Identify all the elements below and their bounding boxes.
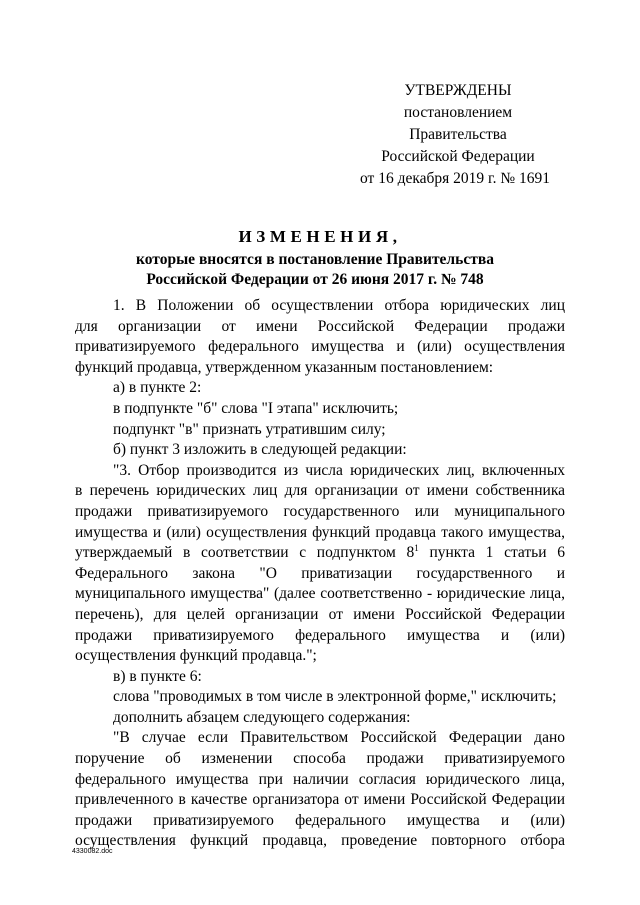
text-line: "В случае если Правительством Российской Федерации дано [113, 729, 565, 747]
approval-line-2: Российской Федерации [381, 148, 535, 165]
text-line: в подпункте "б" слова "I этапа" исключить; [113, 399, 399, 417]
text-line: Федерального закона "О приватизации государственного и [75, 564, 565, 582]
text-line: продажи приватизируемого государственного или муниципального [75, 502, 565, 520]
text-line: в перечень юридических лиц для организации от имени собственника [75, 482, 565, 500]
approval-block [358, 80, 558, 190]
text-line: 1. В Положении об осуществлении отбора юридических лиц [113, 297, 565, 314]
document-title: ИЗМЕНЕНИЯ, [238, 227, 402, 246]
subtitle-line-1: которые вносятся в постановление Правительства [136, 251, 494, 268]
text-line: продажи приватизируемого федерального имущества и (или) [75, 811, 565, 829]
approved-heading: УТВЕРЖДЕНЫ [404, 82, 512, 99]
text-line: для организации от имени Российской Федерации продажи [75, 317, 565, 335]
text-line: осуществления функций продавца."; [75, 647, 317, 665]
text-line: перечень), для целей организации от имени Российской Федерации [75, 605, 565, 623]
text-fragment: пункта 1 статьи 6 [418, 544, 565, 562]
subtitle-line-2: Российской Федерации от 26 июня 2017 г. № 748 [146, 271, 484, 288]
document-body [75, 296, 565, 852]
file-reference: 4330082.doc [72, 848, 113, 855]
text-line: приватизируемого федерального имущества и (или) осуществления [75, 338, 565, 356]
text-line: осуществления функций продавца, проведение повторного отбора [75, 832, 565, 850]
text-line: слова "проводимых в том числе в электронной форме," исключить; [113, 688, 557, 706]
text-line: а) в пункте 2: [113, 379, 202, 397]
text-line: дополнить абзацем следующего содержания: [113, 708, 411, 726]
text-line: подпункт "в" признать утратившим силу; [113, 420, 386, 438]
text-line: имущества и (или) осуществления функций продавца такого имущества, [75, 523, 565, 541]
text-fragment: утверждаемый в соответствии с подпунктом 8 [75, 544, 415, 562]
text-line: б) пункт 3 изложить в следующей редакции: [113, 441, 407, 459]
text-line: федерального имущества при наличии согласия юридического лица, [75, 770, 565, 788]
text-line: поручение об изменении способа продажи приватизируемого [75, 750, 565, 768]
text-line: функций продавца, утвержденном указанным постановлением: [75, 358, 494, 376]
text-line: в) в пункте 6: [113, 667, 202, 685]
approval-date: от 16 декабря 2019 г. № 1691 [360, 170, 551, 187]
text-line: продажи приватизируемого федерального имущества и (или) [75, 626, 565, 644]
approval-line-1: постановлением Правительства [403, 104, 513, 143]
text-line: "3. Отбор производится из числа юридических лиц, включенных [113, 461, 565, 479]
text-line: муниципального имущества" (далее соответственно - юридические лица, [75, 585, 565, 603]
text-line: привлеченного в качестве организатора от имени Российской Федерации [75, 791, 565, 809]
superscript: 1 [414, 542, 419, 553]
text-line-with-superscript [75, 543, 565, 564]
document-subtitle [90, 250, 540, 290]
